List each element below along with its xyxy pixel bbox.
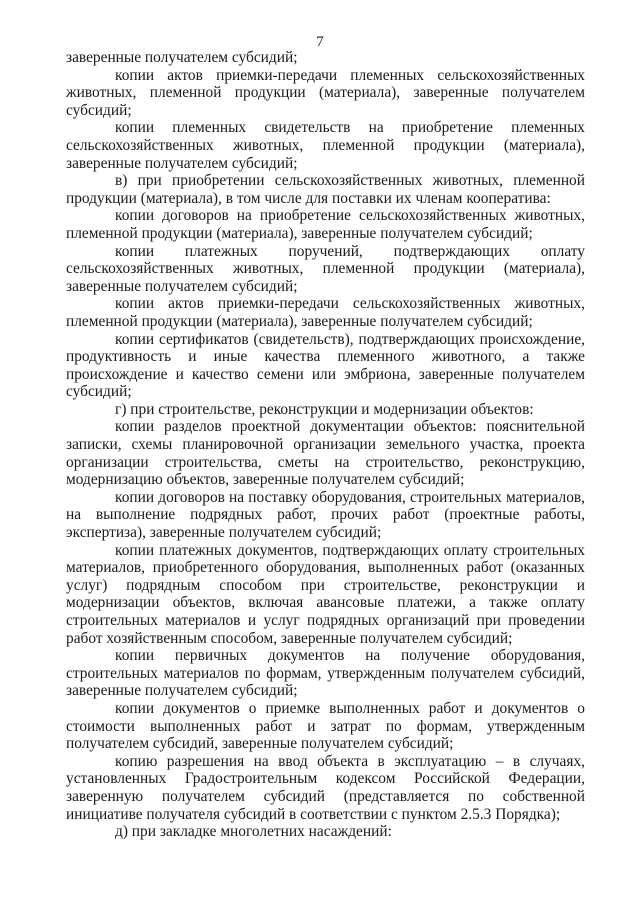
- paragraph: копии первичных документов на получение оборудования, строительных материалов по формам, утвержденным получателем субсидий, заверенные получателем субсидий;: [66, 647, 585, 700]
- page-number: 7: [316, 34, 324, 50]
- paragraph: копии платежных поручений, подтверждающих оплату сельскохозяйственных животных, племенной продукции (материала), заверенные получателем субсидий;: [66, 242, 585, 295]
- paragraph: копии актов приемки-передачи сельскохозяйственных животных, племенной продукции (материала), заверенные получателем субсидий;: [66, 295, 585, 330]
- document-body: [66, 49, 585, 841]
- paragraph: копии договоров на приобретение сельскохозяйственных животных, племенной продукции (материала), заверенные получателем субсидий;: [66, 207, 585, 242]
- section-heading-g: г) при строительстве, реконструкции и модернизации объектов:: [115, 400, 534, 418]
- paragraph: копии разделов проектной документации объектов: пояснительной записки, схемы планировочной организации земельного участка, проекта организации строительства, сметы на строительство, реконструкцию, модернизацию объектов, заверенные получателем субсидий;: [66, 418, 585, 489]
- paragraph: копии документов о приемке выполненных работ и документов о стоимости выполненных работ и затрат по формам, утвержденным получателем субсидий, заверенные получателем субсидий;: [66, 699, 585, 753]
- paragraph: копии актов приемки-передачи племенных сельскохозяйственных животных, племенной продукции (материала), заверенные получателем субсидий;: [66, 66, 585, 119]
- paragraph: копии платежных документов, подтверждающих оплату строительных материалов, приобретенного оборудования, выполненных работ (оказанных услуг) подрядным способом при строительстве, реконструкции и модернизации объектов, включая авансовые платежи, а также оплату строительных материалов и услуг подрядных организаций при проведении работ хозяйственным способом, заверенные получателем субсидий;: [66, 541, 585, 647]
- paragraph: копию разрешения на ввод объекта в эксплуатацию – в случаях, установленных Градостроительным кодексом Российской Федерации, заверенную получателем субсидий (представляется по собственной инициативе получателя субсидий в соответствии с пунктом 2.5.3 Порядка);: [66, 752, 585, 823]
- paragraph: заверенные получателем субсидий;: [66, 49, 298, 66]
- section-heading-v: в) при приобретении сельскохозяйственных животных, племенной продукции (материала), в том числе для поставки их членам кооператива:: [66, 172, 585, 207]
- paragraph: копии договоров на поставку оборудования, строительных материалов, на выполнение подрядных работ, прочих работ (проектные работы, экспертиза), заверенные получателем субсидий;: [66, 488, 585, 542]
- paragraph: копии сертификатов (свидетельств), подтверждающих происхождение, продуктивность и иные качества племенного животного, а также происхождение и качество семени или эмбриона, заверенные получателем субсидий;: [66, 330, 585, 401]
- section-heading-d: д) при закладке многолетних насаждений:: [115, 823, 392, 841]
- paragraph: копии племенных свидетельств на приобретение племенных сельскохозяйственных животных, племенной продукции (материала), заверенные получателем субсидий;: [66, 119, 585, 172]
